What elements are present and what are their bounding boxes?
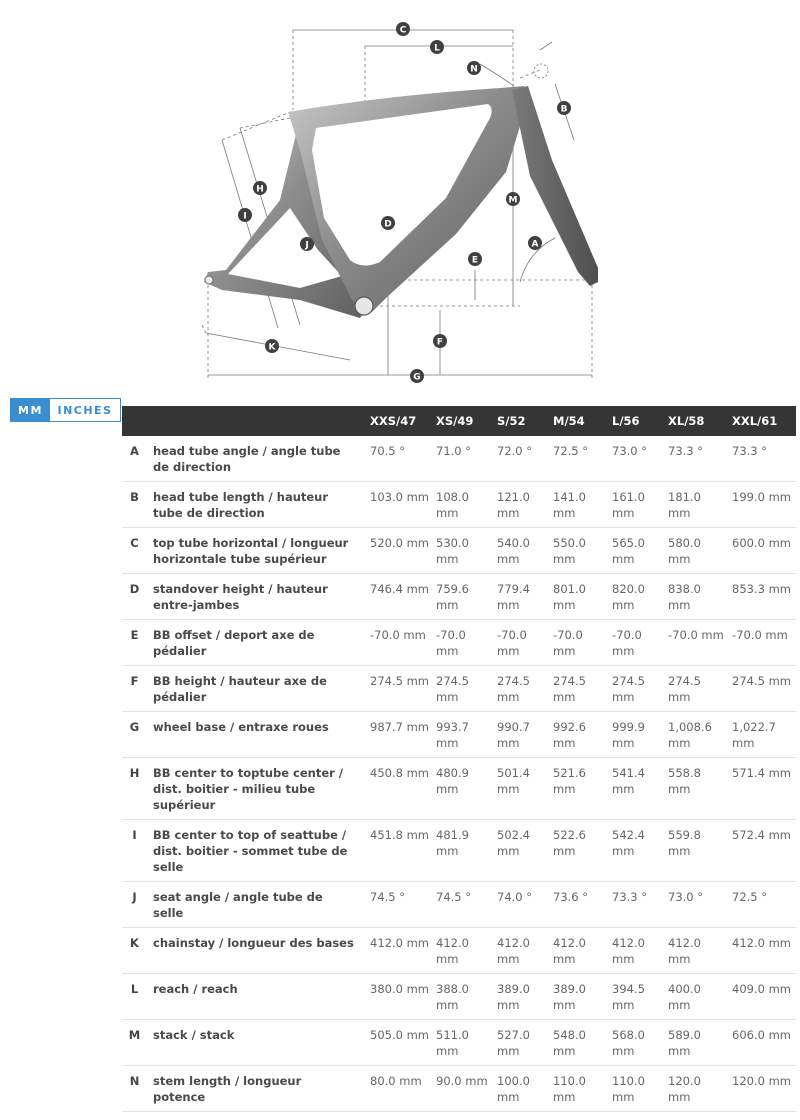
size-header-m: M/54	[553, 414, 585, 428]
row-value: 71.0 °	[430, 436, 491, 482]
row-value: 73.3 °	[606, 882, 662, 928]
svg-text:K: K	[268, 342, 276, 353]
row-letter: B	[122, 482, 147, 528]
row-value: 589.0 mm	[662, 1020, 726, 1066]
row-value: 501.4 mm	[491, 758, 547, 820]
row-value: 987.7 mm	[364, 712, 430, 758]
row-value: 999.9 mm	[606, 712, 662, 758]
row-letter: C	[122, 528, 147, 574]
geometry-table	[122, 406, 796, 1112]
row-description: top tube horizontal / longueur horizontale tube supérieur	[147, 528, 364, 574]
row-value: 274.5 mm	[364, 666, 430, 712]
row-value: 521.6 mm	[547, 758, 606, 820]
row-value: 120.0 mm	[662, 1066, 726, 1112]
callout-M	[506, 192, 520, 206]
svg-text:L: L	[434, 43, 440, 54]
row-value: 380.0 mm	[364, 974, 430, 1020]
row-value: 481.9 mm	[430, 820, 491, 882]
unit-mm-button[interactable]: MM	[11, 399, 50, 421]
callout-G	[410, 369, 424, 383]
row-value: 565.0 mm	[606, 528, 662, 574]
row-value: 108.0 mm	[430, 482, 491, 528]
row-description: wheel base / entraxe roues	[147, 712, 364, 758]
callout-D	[381, 216, 395, 230]
svg-text:N: N	[470, 64, 478, 75]
row-value: 412.0 mm	[662, 928, 726, 974]
row-value: 746.4 mm	[364, 574, 430, 620]
row-letter: J	[122, 882, 147, 928]
row-value: 801.0 mm	[547, 574, 606, 620]
row-letter: L	[122, 974, 147, 1020]
row-value: 542.4 mm	[606, 820, 662, 882]
row-value: 511.0 mm	[430, 1020, 491, 1066]
svg-text:M: M	[508, 195, 518, 206]
row-value: 540.0 mm	[491, 528, 547, 574]
row-value: 502.4 mm	[491, 820, 547, 882]
row-value: 759.6 mm	[430, 574, 491, 620]
table-row	[122, 666, 796, 712]
row-letter: K	[122, 928, 147, 974]
row-value: 274.5 mm	[547, 666, 606, 712]
row-value: 853.3 mm	[726, 574, 796, 620]
row-value: 110.0 mm	[606, 1066, 662, 1112]
row-letter: I	[122, 820, 147, 882]
row-letter: D	[122, 574, 147, 620]
row-value: -70.0 mm	[726, 620, 796, 666]
row-value: 120.0 mm	[726, 1066, 796, 1112]
row-value: 409.0 mm	[726, 974, 796, 1020]
size-header-xl: XL/58	[668, 414, 705, 428]
row-value: 161.0 mm	[606, 482, 662, 528]
row-description: BB center to top of seattube / dist. boitier - sommet tube de selle	[147, 820, 364, 882]
table-row	[122, 482, 796, 528]
row-value: -70.0 mm	[606, 620, 662, 666]
callout-L	[430, 40, 444, 54]
row-description: chainstay / longueur des bases	[147, 928, 364, 974]
svg-text:I: I	[243, 211, 247, 222]
table-row	[122, 1066, 796, 1112]
row-letter: E	[122, 620, 147, 666]
svg-text:A: A	[531, 239, 539, 250]
row-description: stack / stack	[147, 1020, 364, 1066]
bottom-bracket	[355, 297, 373, 315]
row-value: 451.8 mm	[364, 820, 430, 882]
row-value: 520.0 mm	[364, 528, 430, 574]
svg-text:F: F	[436, 337, 444, 348]
header-cell	[122, 406, 147, 436]
row-value: 73.6 °	[547, 882, 606, 928]
row-value: 990.7 mm	[491, 712, 547, 758]
row-value: 121.0 mm	[491, 482, 547, 528]
table-row	[122, 620, 796, 666]
callout-B	[557, 101, 571, 115]
row-value: 600.0 mm	[726, 528, 796, 574]
row-value: 412.0 mm	[364, 928, 430, 974]
callout-K	[265, 339, 279, 353]
callout-H	[253, 181, 267, 195]
callout-N	[467, 61, 481, 75]
table-row	[122, 820, 796, 882]
row-value: 571.4 mm	[726, 758, 796, 820]
table-row	[122, 1020, 796, 1066]
table-row	[122, 758, 796, 820]
header-cell	[147, 406, 364, 436]
row-value: 779.4 mm	[491, 574, 547, 620]
row-value: 541.4 mm	[606, 758, 662, 820]
row-description: standover height / hauteur entre-jambes	[147, 574, 364, 620]
unit-toggle	[10, 398, 121, 422]
size-header-s: S/52	[497, 414, 526, 428]
row-value: 1,008.6 mm	[662, 712, 726, 758]
row-value: 400.0 mm	[662, 974, 726, 1020]
svg-text:H: H	[256, 184, 264, 195]
table-header-row	[122, 406, 796, 436]
row-value: 72.5 °	[726, 882, 796, 928]
row-value: 72.0 °	[491, 436, 547, 482]
row-value: 388.0 mm	[430, 974, 491, 1020]
row-value: 274.5 mm	[606, 666, 662, 712]
row-value: 530.0 mm	[430, 528, 491, 574]
row-letter: G	[122, 712, 147, 758]
row-letter: A	[122, 436, 147, 482]
row-value: -70.0 mm	[547, 620, 606, 666]
row-value: 181.0 mm	[662, 482, 726, 528]
row-value: 80.0 mm	[364, 1066, 430, 1112]
row-letter: H	[122, 758, 147, 820]
row-value: 820.0 mm	[606, 574, 662, 620]
row-value: 572.4 mm	[726, 820, 796, 882]
bike-frame	[204, 86, 598, 318]
table-row	[122, 712, 796, 758]
row-value: 548.0 mm	[547, 1020, 606, 1066]
row-value: 993.7 mm	[430, 712, 491, 758]
row-value: 480.9 mm	[430, 758, 491, 820]
table-row	[122, 974, 796, 1020]
fork	[512, 86, 598, 286]
size-header-xxs: XXS/47	[370, 414, 417, 428]
row-value: 103.0 mm	[364, 482, 430, 528]
svg-text:J: J	[305, 240, 309, 251]
row-value: 389.0 mm	[547, 974, 606, 1020]
bike-geometry-diagram	[0, 0, 800, 392]
row-value: 606.0 mm	[726, 1020, 796, 1066]
table-row	[122, 882, 796, 928]
row-value: -70.0 mm	[662, 620, 726, 666]
row-description: BB offset / deport axe de pédalier	[147, 620, 364, 666]
size-header-l: L/56	[612, 414, 640, 428]
table-row	[122, 528, 796, 574]
row-value: 527.0 mm	[491, 1020, 547, 1066]
row-value: 389.0 mm	[491, 974, 547, 1020]
table-row	[122, 928, 796, 974]
row-value: 992.6 mm	[547, 712, 606, 758]
row-description: BB height / hauteur axe de pédalier	[147, 666, 364, 712]
row-value: 274.5 mm	[662, 666, 726, 712]
row-value: 72.5 °	[547, 436, 606, 482]
row-value: 90.0 mm	[430, 1066, 491, 1112]
row-value: 412.0 mm	[491, 928, 547, 974]
row-value: 274.5 mm	[430, 666, 491, 712]
row-value: 73.3 °	[726, 436, 796, 482]
row-value: 558.8 mm	[662, 758, 726, 820]
row-value: 394.5 mm	[606, 974, 662, 1020]
callout-J	[300, 237, 314, 251]
row-letter: F	[122, 666, 147, 712]
row-description: stem length / longueur potence	[147, 1066, 364, 1112]
unit-inches-button[interactable]: INCHES	[50, 399, 120, 421]
callout-C	[396, 22, 410, 36]
svg-text:G: G	[413, 372, 421, 383]
row-value: 141.0 mm	[547, 482, 606, 528]
row-value: 522.6 mm	[547, 820, 606, 882]
row-description: reach / reach	[147, 974, 364, 1020]
row-description: head tube angle / angle tube de direction	[147, 436, 364, 482]
row-description: head tube length / hauteur tube de direction	[147, 482, 364, 528]
row-value: 73.3 °	[662, 436, 726, 482]
row-value: 412.0 mm	[606, 928, 662, 974]
row-value: 274.5 mm	[491, 666, 547, 712]
row-value: 74.0 °	[491, 882, 547, 928]
row-value: 274.5 mm	[726, 666, 796, 712]
row-letter: M	[122, 1020, 147, 1066]
row-value: 199.0 mm	[726, 482, 796, 528]
row-value: -70.0 mm	[364, 620, 430, 666]
rear-dropout	[205, 276, 213, 284]
table-row	[122, 574, 796, 620]
svg-text:C: C	[399, 25, 407, 36]
row-value: 559.8 mm	[662, 820, 726, 882]
row-value: 73.0 °	[662, 882, 726, 928]
svg-text:D: D	[384, 219, 392, 230]
row-value: 412.0 mm	[726, 928, 796, 974]
row-value: 70.5 °	[364, 436, 430, 482]
row-value: 74.5 °	[430, 882, 491, 928]
row-description: seat angle / angle tube de selle	[147, 882, 364, 928]
row-description: BB center to toptube center / dist. boitier - milieu tube supérieur	[147, 758, 364, 820]
svg-text:B: B	[560, 104, 568, 115]
callout-F	[433, 334, 447, 348]
table-row	[122, 436, 796, 482]
row-value: -70.0 mm	[430, 620, 491, 666]
size-header-xxl: XXL/61	[732, 414, 778, 428]
row-value: 412.0 mm	[430, 928, 491, 974]
row-value: 450.8 mm	[364, 758, 430, 820]
size-header-xs: XS/49	[436, 414, 474, 428]
table-body	[122, 436, 796, 1112]
row-value: 505.0 mm	[364, 1020, 430, 1066]
row-value: 100.0 mm	[491, 1066, 547, 1112]
callout-E	[468, 252, 482, 266]
row-value: 550.0 mm	[547, 528, 606, 574]
row-value: 580.0 mm	[662, 528, 726, 574]
row-value: 1,022.7 mm	[726, 712, 796, 758]
callout-A	[528, 236, 542, 250]
row-value: 74.5 °	[364, 882, 430, 928]
row-value: 838.0 mm	[662, 574, 726, 620]
row-value: 412.0 mm	[547, 928, 606, 974]
svg-text:E: E	[471, 255, 479, 266]
row-value: 568.0 mm	[606, 1020, 662, 1066]
callout-I	[238, 208, 252, 222]
row-value: 110.0 mm	[547, 1066, 606, 1112]
row-letter: N	[122, 1066, 147, 1112]
row-value: -70.0 mm	[491, 620, 547, 666]
row-value: 73.0 °	[606, 436, 662, 482]
